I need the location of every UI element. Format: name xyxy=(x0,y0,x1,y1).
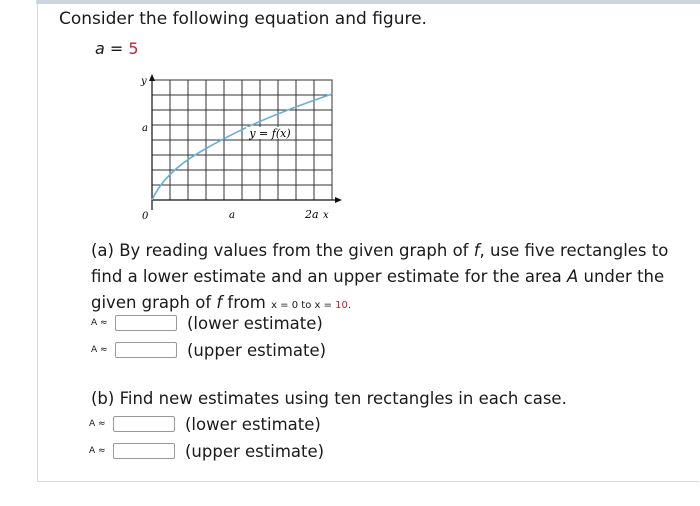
part-a-line1 xyxy=(91,238,681,264)
part-a-line2 xyxy=(91,264,681,290)
y-axis-arrow xyxy=(149,74,155,81)
origin-label: 0 xyxy=(142,211,149,222)
part-a-line1-end: , use five rectangles to xyxy=(479,241,669,260)
answer-input-a-lower[interactable] xyxy=(115,315,177,331)
x-axis-arrow xyxy=(335,197,342,203)
part-a-from: from xyxy=(222,293,272,312)
variable-a: a xyxy=(95,39,105,58)
answer-input-b-lower[interactable] xyxy=(113,416,175,432)
answer-row-a-lower xyxy=(91,313,323,333)
given-equation xyxy=(95,39,139,58)
x-range xyxy=(271,300,351,311)
x-tick-2a: 2a xyxy=(305,208,319,221)
estimate-note: (upper estimate) xyxy=(185,441,325,461)
approx-label: A ≈ xyxy=(89,419,106,429)
curve-label: y = f(x) xyxy=(249,127,291,140)
approx-label: A ≈ xyxy=(91,345,108,355)
x-axis-label: x xyxy=(323,210,329,221)
answer-row-a-upper xyxy=(91,340,326,360)
part-a-line2-text: find a lower estimate and an upper estimate for the area xyxy=(91,267,567,286)
y-axis-label: y xyxy=(141,76,147,87)
estimate-note: (lower estimate) xyxy=(185,414,321,434)
answer-input-b-upper[interactable] xyxy=(113,443,175,459)
approx-label: A ≈ xyxy=(91,318,108,328)
grid xyxy=(152,80,332,200)
area-symbol: A xyxy=(566,267,579,286)
function-f: f xyxy=(216,293,223,312)
part-a-line3-text: given graph of xyxy=(91,293,217,312)
a-value: 5 xyxy=(128,39,139,58)
answer-row-b-lower xyxy=(89,414,321,434)
approx-label: A ≈ xyxy=(89,446,106,456)
part-a-line1-text: (a) By reading values from the given graph of xyxy=(91,241,474,260)
a-tick-label: a xyxy=(142,123,148,134)
question-intro: Consider the following equation and figure. xyxy=(59,9,427,29)
part-a-text xyxy=(91,238,681,319)
answer-input-a-upper[interactable] xyxy=(115,342,177,358)
x-tick-a: a xyxy=(229,210,235,221)
x-range-dot: . xyxy=(347,300,352,311)
answer-row-b-upper xyxy=(89,441,324,461)
x-range-end: 10 xyxy=(335,300,348,311)
estimate-note: (upper estimate) xyxy=(187,340,327,360)
function-graph xyxy=(138,74,348,224)
function-f: f xyxy=(473,241,480,260)
x-range-start: x = 0 to x = xyxy=(271,300,336,311)
estimate-note: (lower estimate) xyxy=(187,313,323,333)
equals-sign: = xyxy=(104,39,129,58)
part-b-text: (b) Find new estimates using ten rectangles in each case. xyxy=(91,389,567,408)
part-a-line2-end: under the xyxy=(578,267,665,286)
